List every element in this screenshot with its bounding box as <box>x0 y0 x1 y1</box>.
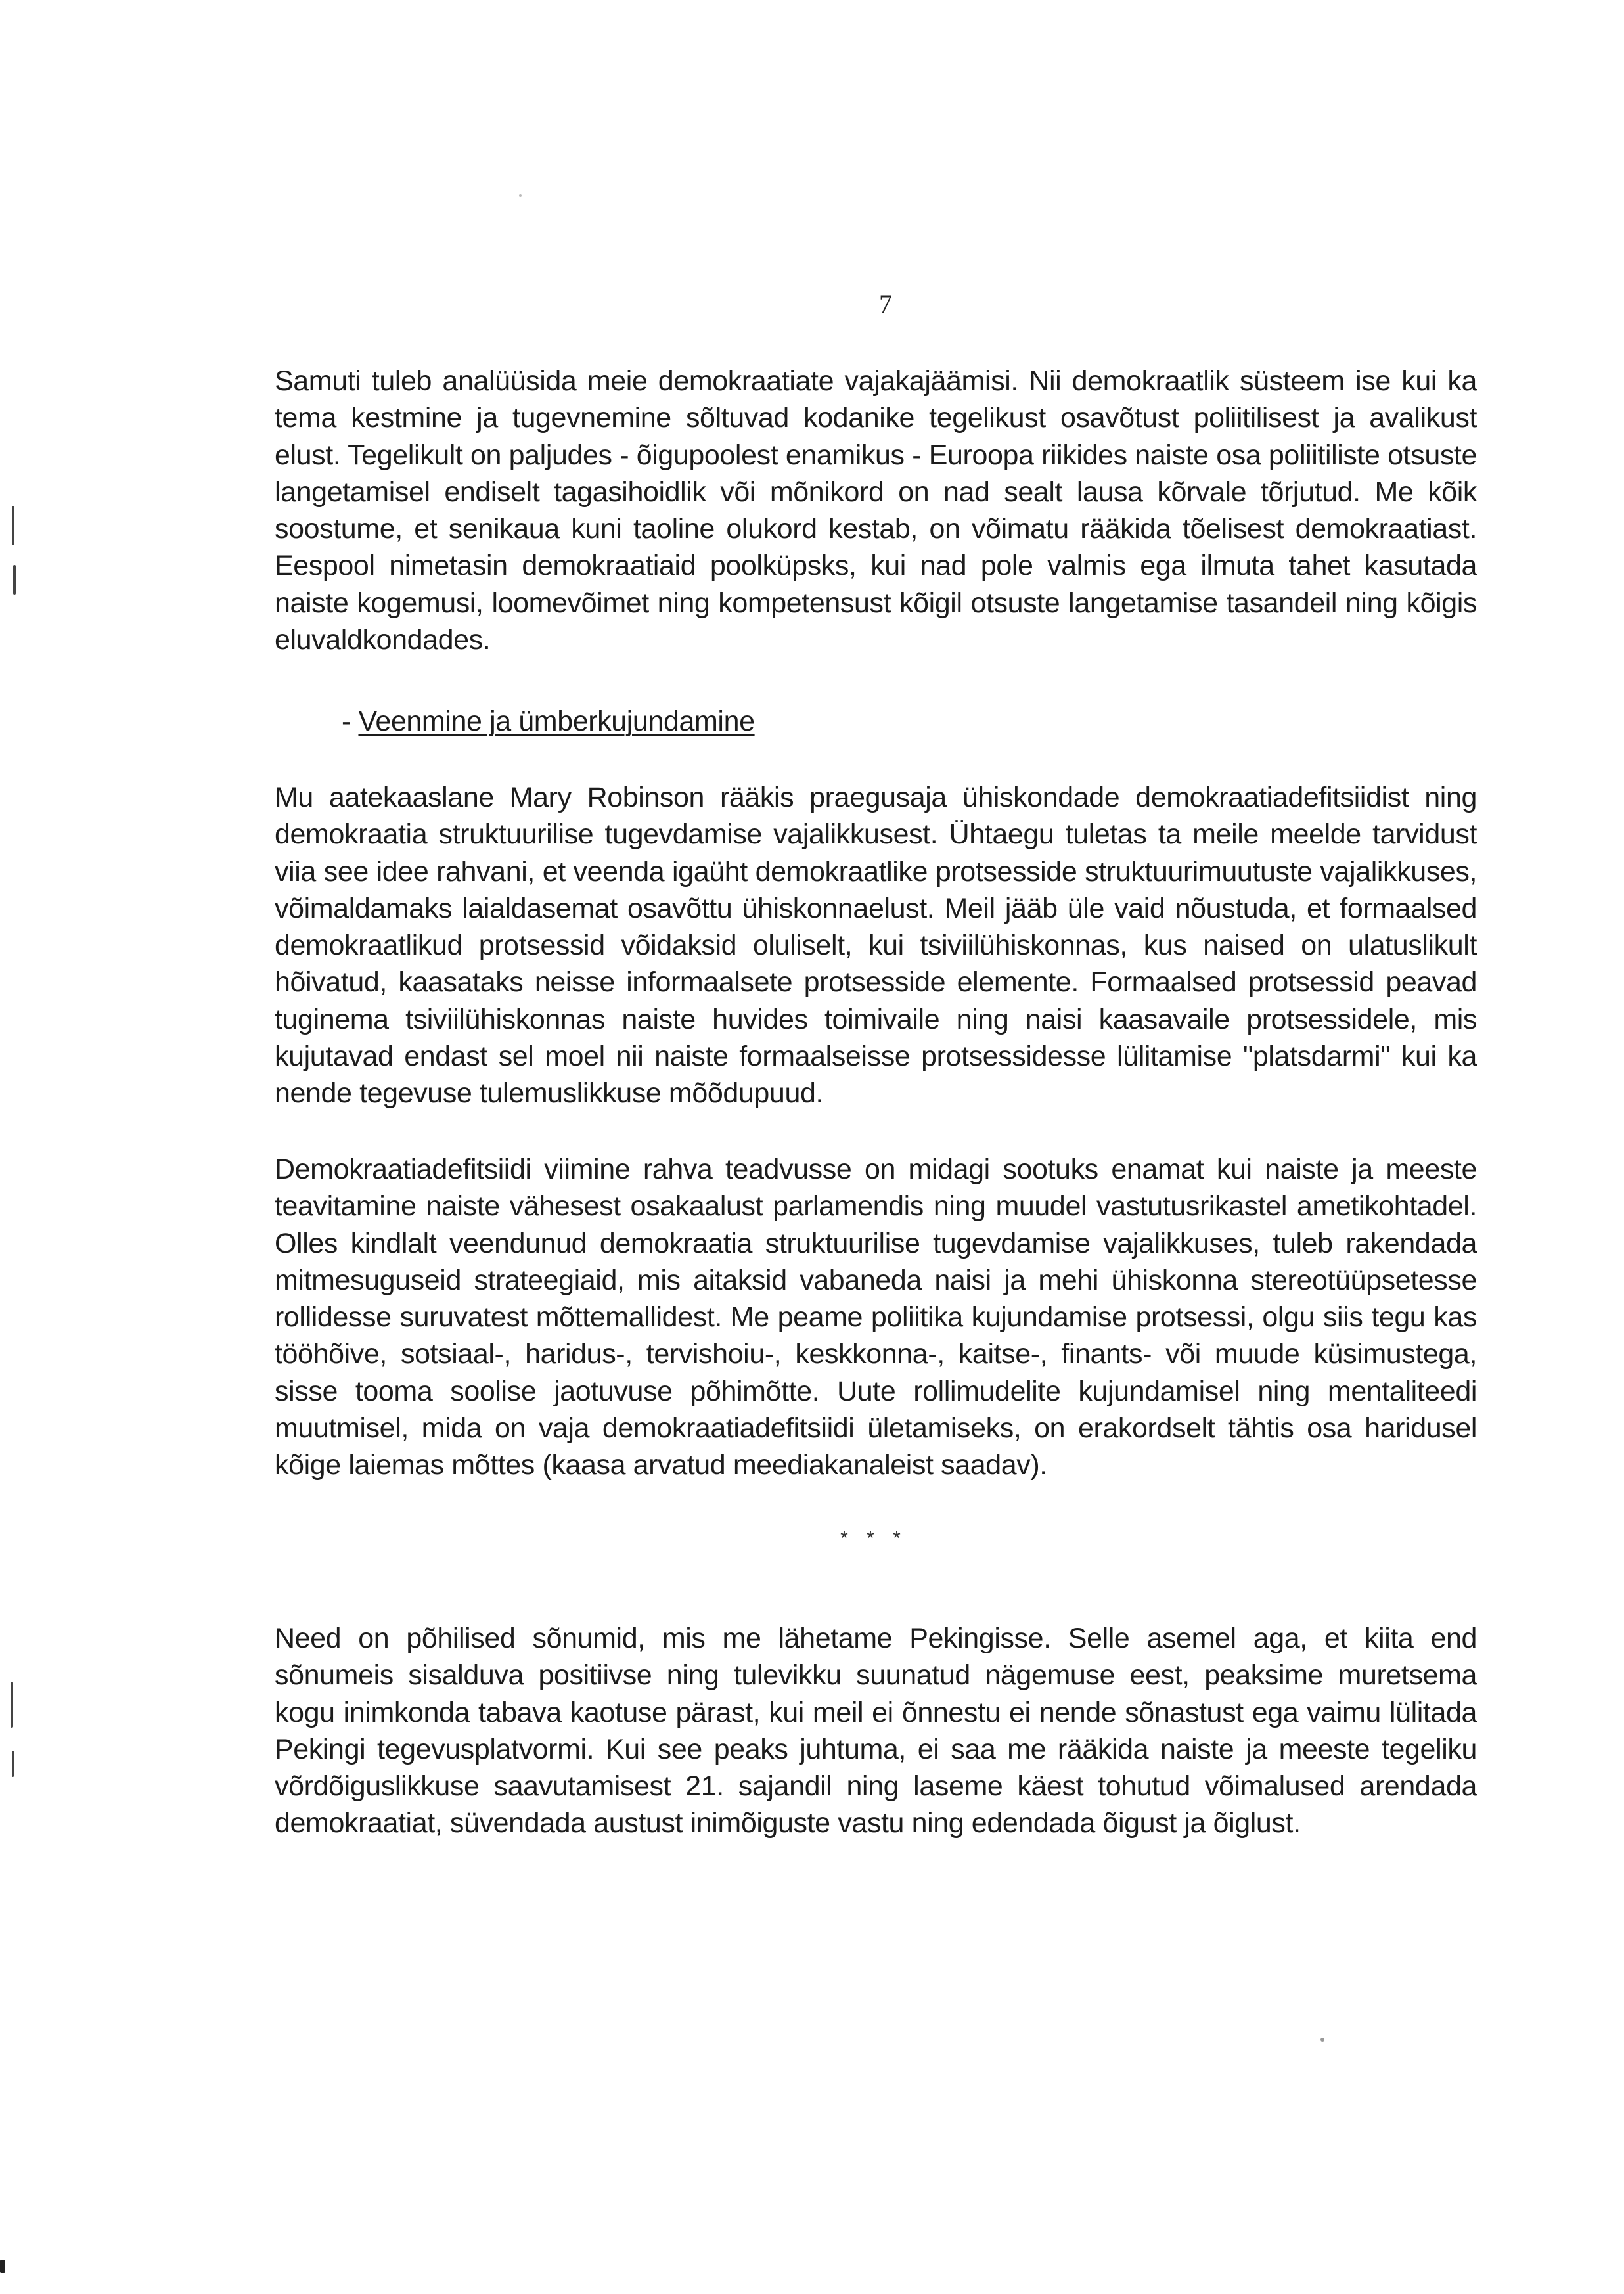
section-subheading <box>342 703 755 740</box>
subheading-dash: - <box>342 706 359 737</box>
paragraph-democracy-awareness: Demokraatiadefitsiidi viimine rahva teadvusse on midagi sootuks enamat kui naiste ja meeste teavitamine naiste vähesest osakaalust parlamendis ning muudel vastutusrikastel ametikohtadel. Olles kindlalt veendunud demokraatia struktuurilise tugevdamise vajalikkuses, tuleb rakendada mitmesuguseid strateegiaid, mis aitaksid vabaneda naisi ja mehi ühiskonna stereotüüpsetesse rollidesse suruvatest mõttemallidest. Me peame poliitika kujundamise protsessi, olgu siis tegu kas tööhõive, sotsiaal-, haridus-, tervishoiu-, keskkonna-, kaitse-, finants- või muude küsimustega, sisse tooma soolise jaotuvuse põhimõtte. Uute rollimudelite kujundamisel ning mentaliteedi muutmisel, mida on vaja demokraatiadefitsiidi ületamiseks, on erakordselt tähtis osa haridusel kõige laiemas mõttes (kaasa arvatud meediakanaleist saadav). <box>275 1154 1477 1481</box>
subheading-text: Veenmine ja ümberkujundamine <box>358 706 755 737</box>
binder-mark-corner <box>0 2260 5 2273</box>
paragraph-beijing-messages: Need on põhilised sõnumid, mis me lähetame Pekingisse. Selle asemel aga, et kiita end sõnumeis sisalduva positiivse ning tulevikku suunatud nägemuse eest, peaksime muretsema kogu inimkonda tabava kaotuse pärast, kui meil ei õnnestu ei nende sõnastust ega vaimu lülitada Pekingi tegevusplatvormi. Kui see peaks juhtuma, ei saa me rääkida naiste ja meeste tegeliku võrdõiguslikkuse saavutamisest 21. sajandil ning laseme käest tohutud võimalused arendada demokraatiat, süvendada austust inimõiguste vastu ning edendada õigust ja õiglust. <box>275 1623 1477 1839</box>
page-number: 7 <box>879 289 892 319</box>
scan-speck <box>1320 2038 1324 2042</box>
binder-mark-top-1 <box>12 506 14 545</box>
paragraph-mary-robinson: Mu aatekaaslane Mary Robinson rääkis praegusaja ühiskondade demokraatiadefitsiidist ning demokraatia struktuurilise tugevdamise vajalikkusest. Ühtaegu tuletas ta meile meelde tarvidust viia see idee rahvani, et veenda igaüht demokraatlike protsesside struktuurimuutuste vajalikkuses, võimaldamaks laialdasemat osavõttu ühiskonnaelust. Meil jääb üle vaid nõustuda, et formaalsed demokraatlikud protsessid võidaksid oluliselt, kui tsiviilühiskonnas, kus naised on ulatuslikult hõivatud, kaasataks neisse informaalsete protsesside elemente. Formaalsed protsessid peavad tuginema tsiviilühiskonnas naiste huvides toimivaile ning naisi kaasavaile protsessidele, mis kujutavad endast sel moel nii naiste formaalseisse protsessidesse lülitamise "platsdarmi" kui ka nende tegevuse tulemuslikkuse mõõdupuud. <box>275 782 1477 1110</box>
scan-speck <box>519 194 522 197</box>
binder-mark-top-2 <box>13 565 16 595</box>
binder-mark-bottom-1 <box>11 1682 13 1728</box>
paragraph-democracy-deficits: Samuti tuleb analüüsida meie demokraatiate vajakajäämisi. Nii demokraatlik süsteem ise kui ka tema kestmine ja tugevnemine sõltuvad kodanike tegelikust osavõtust poliitilisest ja avalikust elust. Tegelikult on paljudes - õigupoolest enamikus - Euroopa riikides naiste osa poliitiliste otsuste langetamisel endiselt tagasihoidlik või mõnikord on nad sealt lausa kõrvale tõrjutud. Me kõik soostume, et senikaua kuni taoline olukord kestab, on võimatu rääkida tõelisest demokraatiast. Eespool nimetasin demokraatiaid poolküpsks, kui nad pole valmis ega ilmuta tahet kasutada naiste kogemusi, loomevõimet ning kompetensust kõigil otsuste langetamise tasandeil ning kõigis eluvaldkondades. <box>275 365 1477 656</box>
section-separator: * * * <box>840 1527 907 1549</box>
binder-mark-bottom-2 <box>12 1751 14 1777</box>
